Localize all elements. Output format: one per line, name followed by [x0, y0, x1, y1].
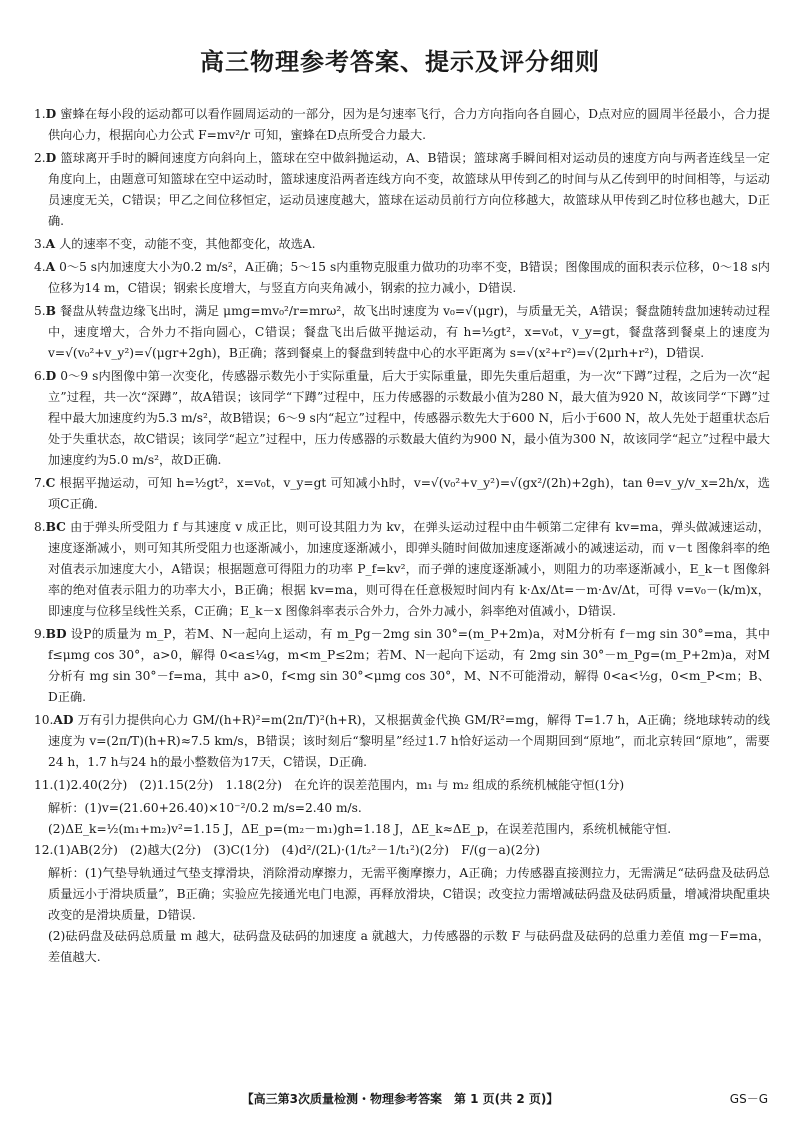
item-number: 9.: [34, 627, 46, 641]
item-answer: BD: [45, 627, 67, 641]
item-text: 蜜蜂在每小段的运动都可以看作圆周运动的一部分，因为是匀速率飞行，合力方向指向各自圆心，D点对应的圆周半径最小，合力提供向心力，根据向心力公式 F=mv²/r 可知，蜜蜂在D点所受合力最大.: [48, 107, 770, 142]
item-text: 设P的质量为 m_P，若M、N一起向上运动，有 m_Pg－2mg sin 30°=(m_P+2m)a，对M分析有 f－mg sin 30°=ma，其中 f≤μmg cos 30°，a>0，解得 0<a≤¼g，m<m_P≤2m；若M、N一起向下运动，有 2mg sin 30°－m_Pg=(m_P+2m)a，对M分析有 mg sin 30°－f=ma，其中 a>0，f<mg sin 30°<μmg cos 30°，M、N不可能滑动，解得 0<a<½g，0<m_P<m；B、D正确.: [48, 627, 770, 704]
item-number: 3.: [34, 237, 46, 251]
answer-item: [34, 366, 770, 471]
page-title: 高三物理参考答案、提示及评分细则: [200, 48, 600, 76]
item-number: 11.: [34, 778, 54, 792]
answer-item: [34, 624, 770, 708]
explanation-line: (2)ΔE_k=½(m₁+m₂)v²=1.15 J，ΔE_p=(m₂－m₁)gh=1.18 J，ΔE_k≈ΔE_p，在误差范围内，系统机械能守恒.: [48, 822, 672, 836]
footer-code: GS－G: [729, 1092, 768, 1106]
item-text: (1)AB(2分) (2)越大(2分) (3)C(1分) (4)d²/(2L)·(1/t₂²－1/t₁²)(2分) F/(g－a)(2分): [53, 843, 541, 857]
item-text: 篮球离开手时的瞬间速度方向斜向上，篮球在空中做斜抛运动，A、B错误；篮球离手瞬间相对运动员的速度方向与两者连线呈一定角度向上，由题意可知篮球在空中运动时，篮球速度沿两者连线方向不变，故篮球从甲传到乙的时间与从乙传到甲的时间相等，与运动员速度无关，C错误；甲乙之间位移恒定，运动员速度越大，篮球在运动员前行方向位移越大，故篮球从甲传到乙时位移也越大，D正确.: [48, 151, 770, 228]
item-answer: A: [45, 237, 56, 251]
item-number: 5.: [34, 304, 46, 318]
answer-item: [34, 234, 770, 255]
answer-items: [34, 104, 770, 796]
answer-item: [34, 148, 770, 232]
answer-item: [34, 257, 770, 299]
item-text: 由于弹头所受阻力 f 与其速度 v 成正比，则可设其阻力为 kv，在弹头运动过程中由牛顿第二定律有 kv=ma，弹头做减速运动，速度逐渐减小，则可知其所受阻力也逐渐减小，加速度逐渐减小，即弹头随时间做加速度逐渐减小的减速运动，而 v－t 图像斜率的绝对值表示加速度大小，A错误；根据题意可得阻力的功率 P_f=kv²，而子弹的速度逐渐减小，则阻力的功率逐渐减小，E_k－t 图像斜率的绝对值表示阻力的功率大小，B正确；根据 kv=ma，则可得在任意极短时间内有 k·Δx/Δt=－m·Δv/Δt，可得 v=v₀－(k/m)x，即速度与位移呈线性关系，C正确；E_k－x 图像斜率表示合外力，合外力减小，斜率绝对值减小，D错误.: [48, 520, 770, 618]
item-12-explanation: [34, 863, 770, 968]
item-11-explanation: [34, 798, 770, 840]
item-text: 0～5 s内加速度大小为0.2 m/s²，A正确；5～15 s内重物克服重力做功的功率不变，B错误；图像围成的面积表示位移，0～18 s内位移为14 m，C错误；钢索长度增大，与竖直方向夹角减小，钢索的拉力减小，D错误.: [48, 260, 770, 295]
item-number: 6.: [34, 369, 46, 383]
answer-item-12: [34, 840, 770, 861]
item-answer: C: [45, 476, 56, 490]
answer-item: [34, 517, 770, 622]
answer-item: [34, 301, 770, 364]
answer-item: [34, 775, 770, 796]
answer-content: [34, 104, 770, 1063]
item-number: 2.: [34, 151, 46, 165]
explanation-line: 解析：(1)气垫导轨通过气垫支撑滑块，消除滑动摩擦力，无需平衡摩擦力，A正确；力传感器直接测拉力，无需满足“砝码盘及砝码总质量远小于滑块质量”，B正确；实验应先接通光电门电源，再释放滑块，C错误；改变拉力需增减砝码盘及砝码质量，增减滑块配重块改变的是滑块质量，D错误.: [48, 866, 770, 922]
item-text: 万有引力提供向心力 GM/(h+R)²=m(2π/T)²(h+R)，又根据黄金代换 GM/R²=mg，解得 T=1.7 h，A正确；绕地球转动的线速度为 v=(2π/T)(h+R)≈7.5 km/s，B错误；该时刻后“黎明星”经过1.7 h恰好运动一个周期回到“原地”，而北京转回“原地”，需要24 h，1.7 h与24 h的最小整数倍为17天，C错误，D正确.: [48, 713, 770, 769]
item-text: 根据平抛运动，可知 h=½gt²，x=v₀t，v_y=gt 可知减小h时，v=√(v₀²+v_y²)=√(gx²/(2h)+2gh)，tan θ=v_y/v_x=2h/x，选项C正确.: [48, 476, 770, 511]
item-text: 餐盘从转盘边缘飞出时，满足 μmg=mv₀²/r=mrω²，故飞出时速度为 v₀=√(μgr)，与质量无关，A错误；餐盘随转盘加速转动过程中，速度增大，合外力不指向圆心，C错误；餐盘飞出后做平抛运动，有 h=½gt²，x=v₀t，v_y=gt，餐盘落到餐桌上的速度为 v=√(v₀²+v_y²)=√(μgr+2gh)，B正确；落到餐桌上的餐盘到转盘中心的水平距离为 s=√(x²+r²)=√(2μrh+r²)，D错误.: [48, 304, 770, 360]
item-number: 1.: [34, 107, 46, 121]
page-footer: [0, 1090, 800, 1108]
item-answer: A: [45, 260, 56, 274]
item-answer: D: [45, 107, 57, 121]
answer-item: [34, 710, 770, 773]
footer-page-info: 【高三第3次质量检测・物理参考答案 第 1 页(共 2 页)】: [241, 1092, 559, 1106]
item-number: 7.: [34, 476, 46, 490]
answer-item: [34, 473, 770, 515]
item-text: 0～9 s内图像中第一次变化，传感器示数先小于实际重量，后大于实际重量，即先失重后超重，为一次“下蹲”过程，之后为一次“起立”过程，共一次“深蹲”，故A错误；该同学“下蹲”过程中，压力传感器的示数最小值为280 N，最大值为920 N，故该同学“下蹲”过程中最大加速度约为5.3 m/s²，故B错误；6～9 s内“起立”过程中，传感器示数先大于600 N，后小于600 N，故人先处于超重状态后处于失重状态，故C错误；该同学“起立”过程中，压力传感器的示数最大值约为900 N，最小值为300 N，故该同学“起立”过程中最大加速度约为5.0 m/s²，故D正确.: [48, 369, 770, 467]
item-answer: BC: [45, 520, 66, 534]
explanation-line: 解析：(1)v=(21.60+26.40)×10⁻²/0.2 m/s=2.40 m/s.: [48, 801, 362, 815]
item-answer: B: [45, 304, 56, 318]
item-number: 8.: [34, 520, 46, 534]
item-text: 人的速率不变，动能不变，其他都变化，故选A.: [59, 237, 316, 251]
item-number: 4.: [34, 260, 46, 274]
item-number: 10.: [34, 713, 54, 727]
answer-item: [34, 104, 770, 146]
item-number: 12.: [34, 843, 54, 857]
explanation-line: (2)砝码盘及砝码总质量 m 越大，砝码盘及砝码的加速度 a 就越大，力传感器的示数 F 与砝码盘及砝码的总重力差值 mg－F=ma，差值越大.: [48, 929, 770, 964]
item-answer: AD: [53, 713, 74, 727]
item-text: (1)2.40(2分) (2)1.15(2分) 1.18(2分) 在允许的误差范围内，m₁ 与 m₂ 组成的系统机械能守恒(1分): [53, 778, 625, 792]
item-answer: D: [45, 369, 57, 383]
item-answer: D: [45, 151, 57, 165]
